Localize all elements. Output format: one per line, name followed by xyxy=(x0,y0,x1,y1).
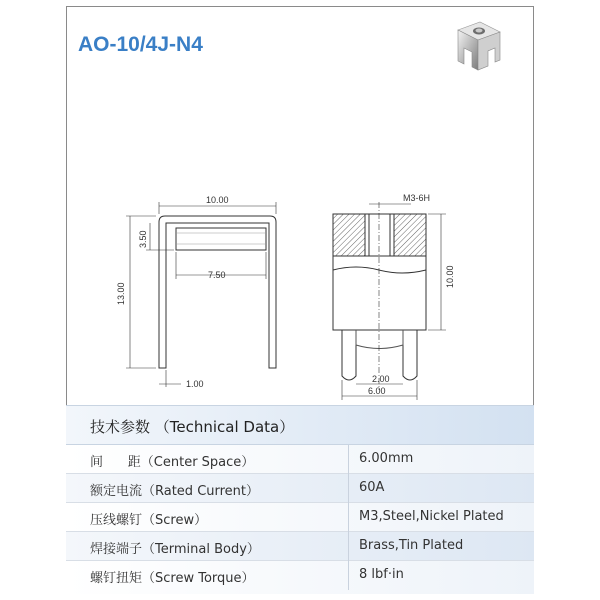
row-value: 60A xyxy=(359,480,385,495)
table-row xyxy=(66,532,534,561)
dim-height-13: 13.00 xyxy=(116,282,126,305)
row-label: 间 距（Center Space） xyxy=(90,455,255,470)
technical-drawing xyxy=(66,180,534,405)
dim-pin-gap-2-00: 2.00 xyxy=(372,374,390,384)
front-view xyxy=(333,202,446,400)
row-value: Brass,Tin Plated xyxy=(359,538,464,553)
column-divider xyxy=(348,474,349,503)
technical-data-table xyxy=(66,405,534,594)
dim-width-10: 10.00 xyxy=(206,195,229,205)
column-divider xyxy=(348,561,349,590)
column-divider xyxy=(348,445,349,474)
table-row xyxy=(66,503,534,532)
row-value: 6.00mm xyxy=(359,451,414,466)
row-value: 8 lbf·in xyxy=(359,567,404,582)
row-label: 压线螺钉（Screw） xyxy=(90,513,208,528)
dim-thread-m3-6h: M3-6H xyxy=(403,193,431,203)
table-row xyxy=(66,561,534,594)
table-header xyxy=(66,405,534,445)
dim-height-10: 10.00 xyxy=(445,265,455,288)
dim-width-6-00: 6.00 xyxy=(368,386,386,396)
table-header-label: 技术参数 （Technical Data） xyxy=(90,418,295,436)
dim-inner-height-3-50: 3.50 xyxy=(138,230,148,248)
product-title: AO-10/4J-N4 xyxy=(78,33,203,56)
row-label: 螺钉扭矩（Screw Torque） xyxy=(90,571,255,586)
column-divider xyxy=(348,503,349,532)
table-row xyxy=(66,474,534,503)
row-label: 焊接端子（Terminal Body） xyxy=(90,542,260,557)
row-value: M3,Steel,Nickel Plated xyxy=(359,509,504,524)
terminal-photo-icon xyxy=(438,10,508,80)
column-divider xyxy=(348,532,349,561)
table-row xyxy=(66,445,534,474)
dim-thickness-1-00: 1.00 xyxy=(186,379,204,389)
row-label: 额定电流（Rated Current） xyxy=(90,484,260,499)
side-view xyxy=(126,202,276,387)
dim-inner-width-7-50: 7.50 xyxy=(208,270,226,280)
